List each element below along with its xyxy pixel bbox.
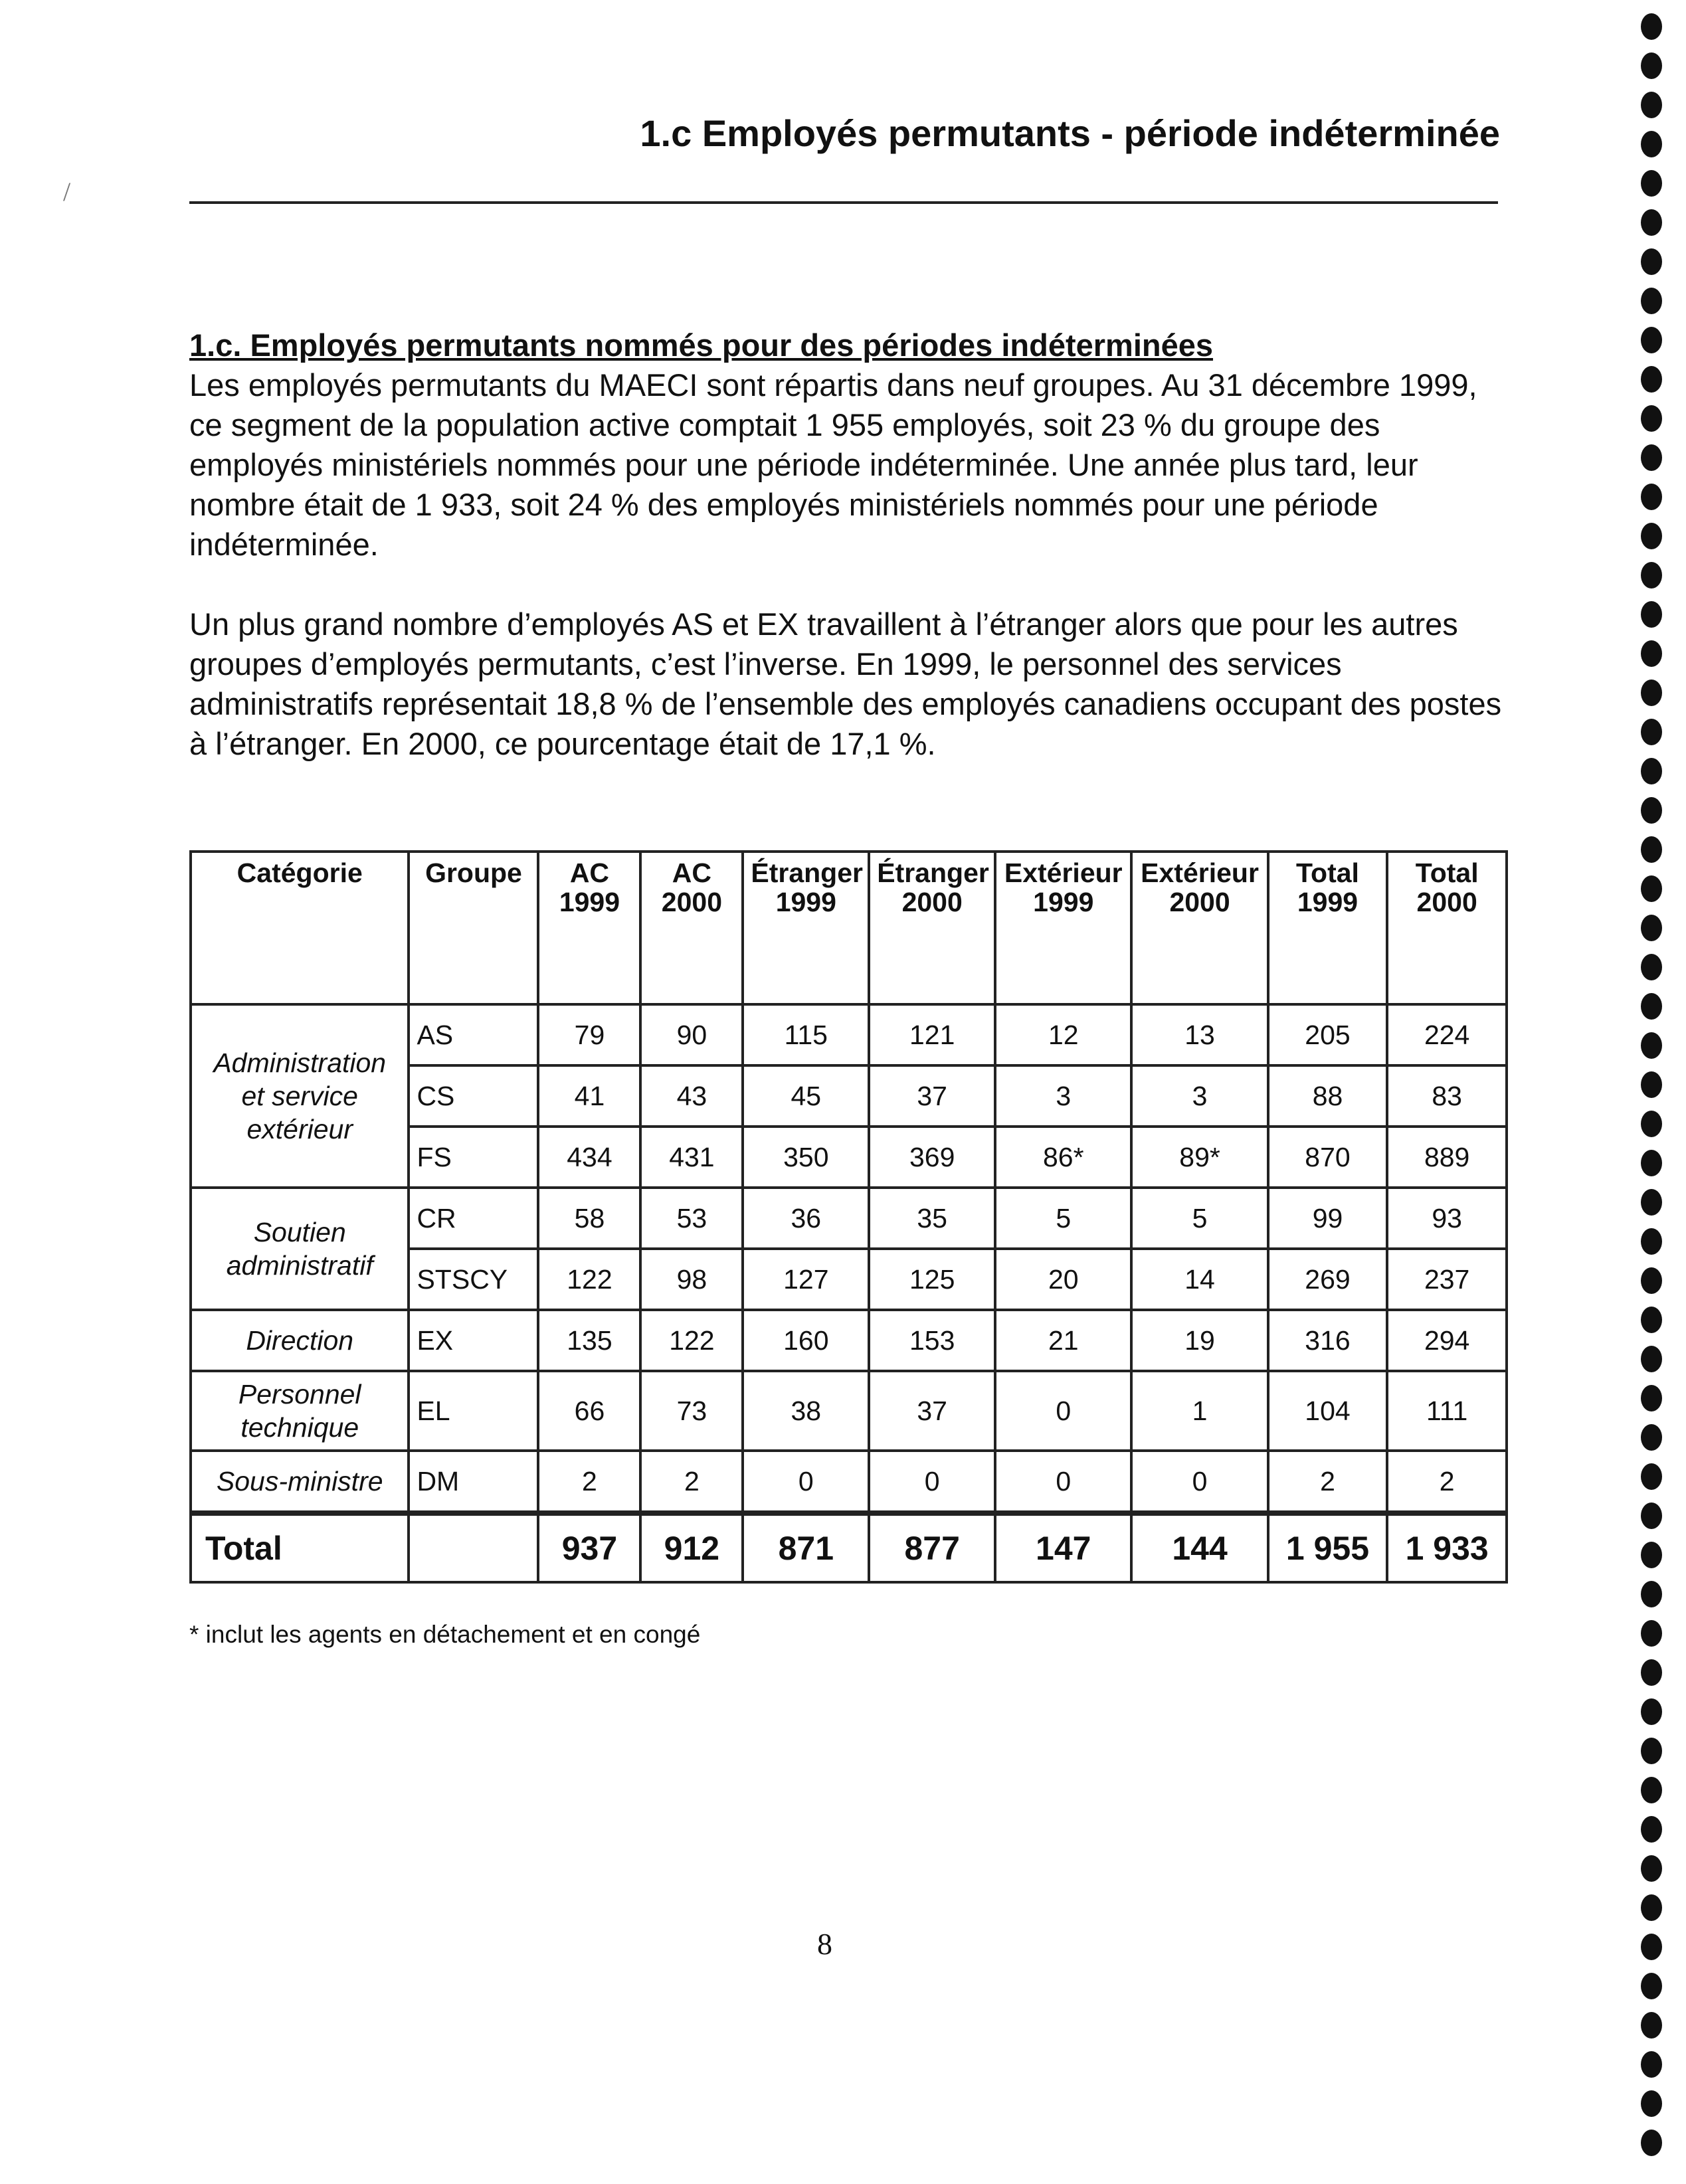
cell-value: 14 [1131, 1249, 1267, 1310]
cell-value: 3 [995, 1065, 1131, 1127]
cell-value: 316 [1268, 1310, 1388, 1371]
header-etranger-2000: Étranger 2000 [869, 852, 995, 1004]
cell-value: 111 [1387, 1371, 1507, 1451]
binding-hole [1641, 1698, 1662, 1725]
cell-value: 90 [640, 1004, 743, 1065]
table-row [191, 1371, 1507, 1451]
binding-hole [1641, 1738, 1662, 1764]
cell-value: 37 [869, 1371, 995, 1451]
cell-value: 0 [1131, 1451, 1267, 1513]
total-value: 147 [995, 1513, 1131, 1582]
cell-value: 2 [538, 1451, 640, 1513]
cell-value: 2 [640, 1451, 743, 1513]
cell-group: CR [409, 1188, 538, 1249]
header-exterieur-1999: Extérieur 1999 [995, 852, 1131, 1004]
cell-value: 89* [1131, 1127, 1267, 1188]
cell-value: 889 [1387, 1127, 1507, 1188]
table-row [191, 1310, 1507, 1371]
section-heading: 1.c. Employés permutants nommés pour des périodes indéterminées [189, 327, 1214, 363]
binding-hole [1641, 1463, 1662, 1490]
cell-value: 205 [1268, 1004, 1388, 1065]
cell-value: 93 [1387, 1188, 1507, 1249]
binding-hole [1641, 209, 1662, 236]
cell-value: 36 [743, 1188, 869, 1249]
cell-value: 5 [1131, 1188, 1267, 1249]
binding-hole [1641, 719, 1662, 745]
binding-hole [1641, 170, 1662, 197]
cell-value: 3 [1131, 1065, 1267, 1127]
cell-value: 20 [995, 1249, 1131, 1310]
cell-value: 127 [743, 1249, 869, 1310]
binding-hole [1641, 1855, 1662, 1882]
total-group-empty [409, 1513, 538, 1582]
cell-value: 21 [995, 1310, 1131, 1371]
page-number: 8 [817, 1927, 832, 1961]
binding-hole [1641, 523, 1662, 549]
cell-value: 125 [869, 1249, 995, 1310]
binding-hole [1641, 797, 1662, 824]
binding-hole [1641, 1150, 1662, 1176]
binding-hole [1641, 52, 1662, 79]
cell-value: 66 [538, 1371, 640, 1451]
binding-hole [1641, 2012, 1662, 2039]
cell-group: FS [409, 1127, 538, 1188]
table-row [191, 1451, 1507, 1513]
binding-hole [1641, 405, 1662, 432]
employees-table [189, 850, 1508, 1584]
binding-hole [1641, 13, 1662, 40]
binding-hole [1641, 1934, 1662, 1960]
binding-hole [1641, 954, 1662, 980]
cell-value: 135 [538, 1310, 640, 1371]
cell-value: 870 [1268, 1127, 1388, 1188]
cell-value: 122 [538, 1249, 640, 1310]
cell-value: 350 [743, 1127, 869, 1188]
cell-group: AS [409, 1004, 538, 1065]
cell-value: 79 [538, 1004, 640, 1065]
binding-hole [1641, 1973, 1662, 1999]
cell-value: 13 [1131, 1004, 1267, 1065]
paragraph-1: Les employés permutants du MAECI sont répartis dans neuf groupes. Au 31 décembre 1999, ce segment de la population active comptait 1 955 employés, soit 23 % du groupe des employés ministériels nommés pour une période indéterminée. Une année plus tard, leur nombre était de 1 933, soit 24 % des employés ministériels nommés pour une période indéterminée. [189, 367, 1477, 562]
binding-hole [1641, 1502, 1662, 1529]
total-value: 877 [869, 1513, 995, 1582]
total-value: 871 [743, 1513, 869, 1582]
cell-value: 0 [995, 1371, 1131, 1451]
cell-group: CS [409, 1065, 538, 1127]
cell-value: 153 [869, 1310, 995, 1371]
cell-value: 0 [995, 1451, 1131, 1513]
table-header-row [191, 852, 1507, 1004]
cell-value: 35 [869, 1188, 995, 1249]
cell-value: 58 [538, 1188, 640, 1249]
binding-hole [1641, 2090, 1662, 2117]
binding-hole [1641, 1620, 1662, 1647]
binding-hole [1641, 836, 1662, 863]
binding-hole [1641, 1816, 1662, 1843]
binding-hole [1641, 1424, 1662, 1451]
binding-hole [1641, 131, 1662, 157]
binding-hole [1641, 1032, 1662, 1059]
category-sous-ministre: Sous-ministre [191, 1451, 409, 1513]
binding-hole [1641, 2051, 1662, 2078]
stray-scan-mark: / [63, 177, 71, 207]
binding-hole [1641, 1385, 1662, 1411]
cell-value: 5 [995, 1188, 1131, 1249]
table-row [191, 1004, 1507, 1065]
binding-hole [1641, 875, 1662, 902]
cell-group: EX [409, 1310, 538, 1371]
total-value: 144 [1131, 1513, 1267, 1582]
cell-value: 237 [1387, 1249, 1507, 1310]
category-admin: Administration et service extérieur [191, 1004, 409, 1188]
cell-value: 98 [640, 1249, 743, 1310]
binding-hole [1641, 1346, 1662, 1372]
binding-hole [1641, 1267, 1662, 1294]
cell-value: 73 [640, 1371, 743, 1451]
total-value: 912 [640, 1513, 743, 1582]
total-value: 1 955 [1268, 1513, 1388, 1582]
cell-value: 431 [640, 1127, 743, 1188]
cell-value: 434 [538, 1127, 640, 1188]
cell-value: 224 [1387, 1004, 1507, 1065]
binding-hole [1641, 1542, 1662, 1568]
cell-value: 369 [869, 1127, 995, 1188]
binding-hole [1641, 1581, 1662, 1607]
table-footnote: * inclut les agents en détachement et en congé [189, 1621, 701, 1648]
cell-value: 294 [1387, 1310, 1507, 1371]
header-total-1999: Total 1999 [1268, 852, 1388, 1004]
binding-hole [1641, 92, 1662, 118]
binding-hole [1641, 640, 1662, 667]
cell-value: 43 [640, 1065, 743, 1127]
binding-hole [1641, 1111, 1662, 1137]
cell-value: 0 [869, 1451, 995, 1513]
header-ac-1999: AC 1999 [538, 852, 640, 1004]
header-etranger-1999: Étranger 1999 [743, 852, 869, 1004]
binding-hole [1641, 2130, 1662, 2156]
binding-hole [1641, 484, 1662, 510]
page-header-title: 1.c Employés permutants - période indéterminée [640, 112, 1500, 154]
binding-hole [1641, 601, 1662, 628]
cell-value: 115 [743, 1004, 869, 1065]
total-label: Total [191, 1513, 409, 1582]
section-content [189, 325, 1511, 764]
cell-value: 37 [869, 1065, 995, 1127]
header-rule [189, 201, 1498, 204]
cell-value: 19 [1131, 1310, 1267, 1371]
binding-hole [1641, 1228, 1662, 1255]
total-value: 1 933 [1387, 1513, 1507, 1582]
cell-value: 122 [640, 1310, 743, 1371]
header-categorie: Catégorie [191, 852, 409, 1004]
cell-value: 160 [743, 1310, 869, 1371]
binding-holes [1634, 0, 1674, 2184]
binding-hole [1641, 1189, 1662, 1216]
total-value: 937 [538, 1513, 640, 1582]
cell-value: 2 [1387, 1451, 1507, 1513]
cell-value: 12 [995, 1004, 1131, 1065]
cell-value: 86* [995, 1127, 1131, 1188]
binding-hole [1641, 1659, 1662, 1686]
category-technique: Personnel technique [191, 1371, 409, 1451]
binding-hole [1641, 758, 1662, 784]
binding-hole [1641, 1307, 1662, 1333]
cell-value: 38 [743, 1371, 869, 1451]
binding-hole [1641, 562, 1662, 589]
table-row [191, 1188, 1507, 1249]
paragraph-2: Un plus grand nombre d’employés AS et EX travaillent à l’étranger alors que pour les autres groupes d’employés permutants, c’est l’inverse. En 1999, le personnel des services administratifs représentait 18,8 % de l’ensemble des employés canadiens occupant des postes à l’étranger. En 2000, ce pourcentage était de 17,1 %. [189, 606, 1502, 761]
header-ac-2000: AC 2000 [640, 852, 743, 1004]
cell-value: 104 [1268, 1371, 1388, 1451]
header-groupe: Groupe [409, 852, 538, 1004]
category-soutien: Soutien administratif [191, 1188, 409, 1310]
cell-value: 99 [1268, 1188, 1388, 1249]
header-total-2000: Total 2000 [1387, 852, 1507, 1004]
table-total-row [191, 1513, 1507, 1582]
category-direction: Direction [191, 1310, 409, 1371]
binding-hole [1641, 288, 1662, 314]
binding-hole [1641, 1071, 1662, 1098]
cell-value: 0 [743, 1451, 869, 1513]
cell-value: 121 [869, 1004, 995, 1065]
cell-value: 2 [1268, 1451, 1388, 1513]
cell-value: 269 [1268, 1249, 1388, 1310]
cell-value: 41 [538, 1065, 640, 1127]
binding-hole [1641, 680, 1662, 706]
binding-hole [1641, 915, 1662, 941]
cell-value: 88 [1268, 1065, 1388, 1127]
cell-group: EL [409, 1371, 538, 1451]
cell-value: 1 [1131, 1371, 1267, 1451]
cell-group: STSCY [409, 1249, 538, 1310]
binding-hole [1641, 1777, 1662, 1803]
cell-value: 53 [640, 1188, 743, 1249]
binding-hole [1641, 327, 1662, 353]
header-exterieur-2000: Extérieur 2000 [1131, 852, 1267, 1004]
binding-hole [1641, 1894, 1662, 1921]
cell-value: 45 [743, 1065, 869, 1127]
cell-group: DM [409, 1451, 538, 1513]
binding-hole [1641, 444, 1662, 471]
binding-hole [1641, 248, 1662, 275]
binding-hole [1641, 366, 1662, 393]
cell-value: 83 [1387, 1065, 1507, 1127]
binding-hole [1641, 993, 1662, 1020]
